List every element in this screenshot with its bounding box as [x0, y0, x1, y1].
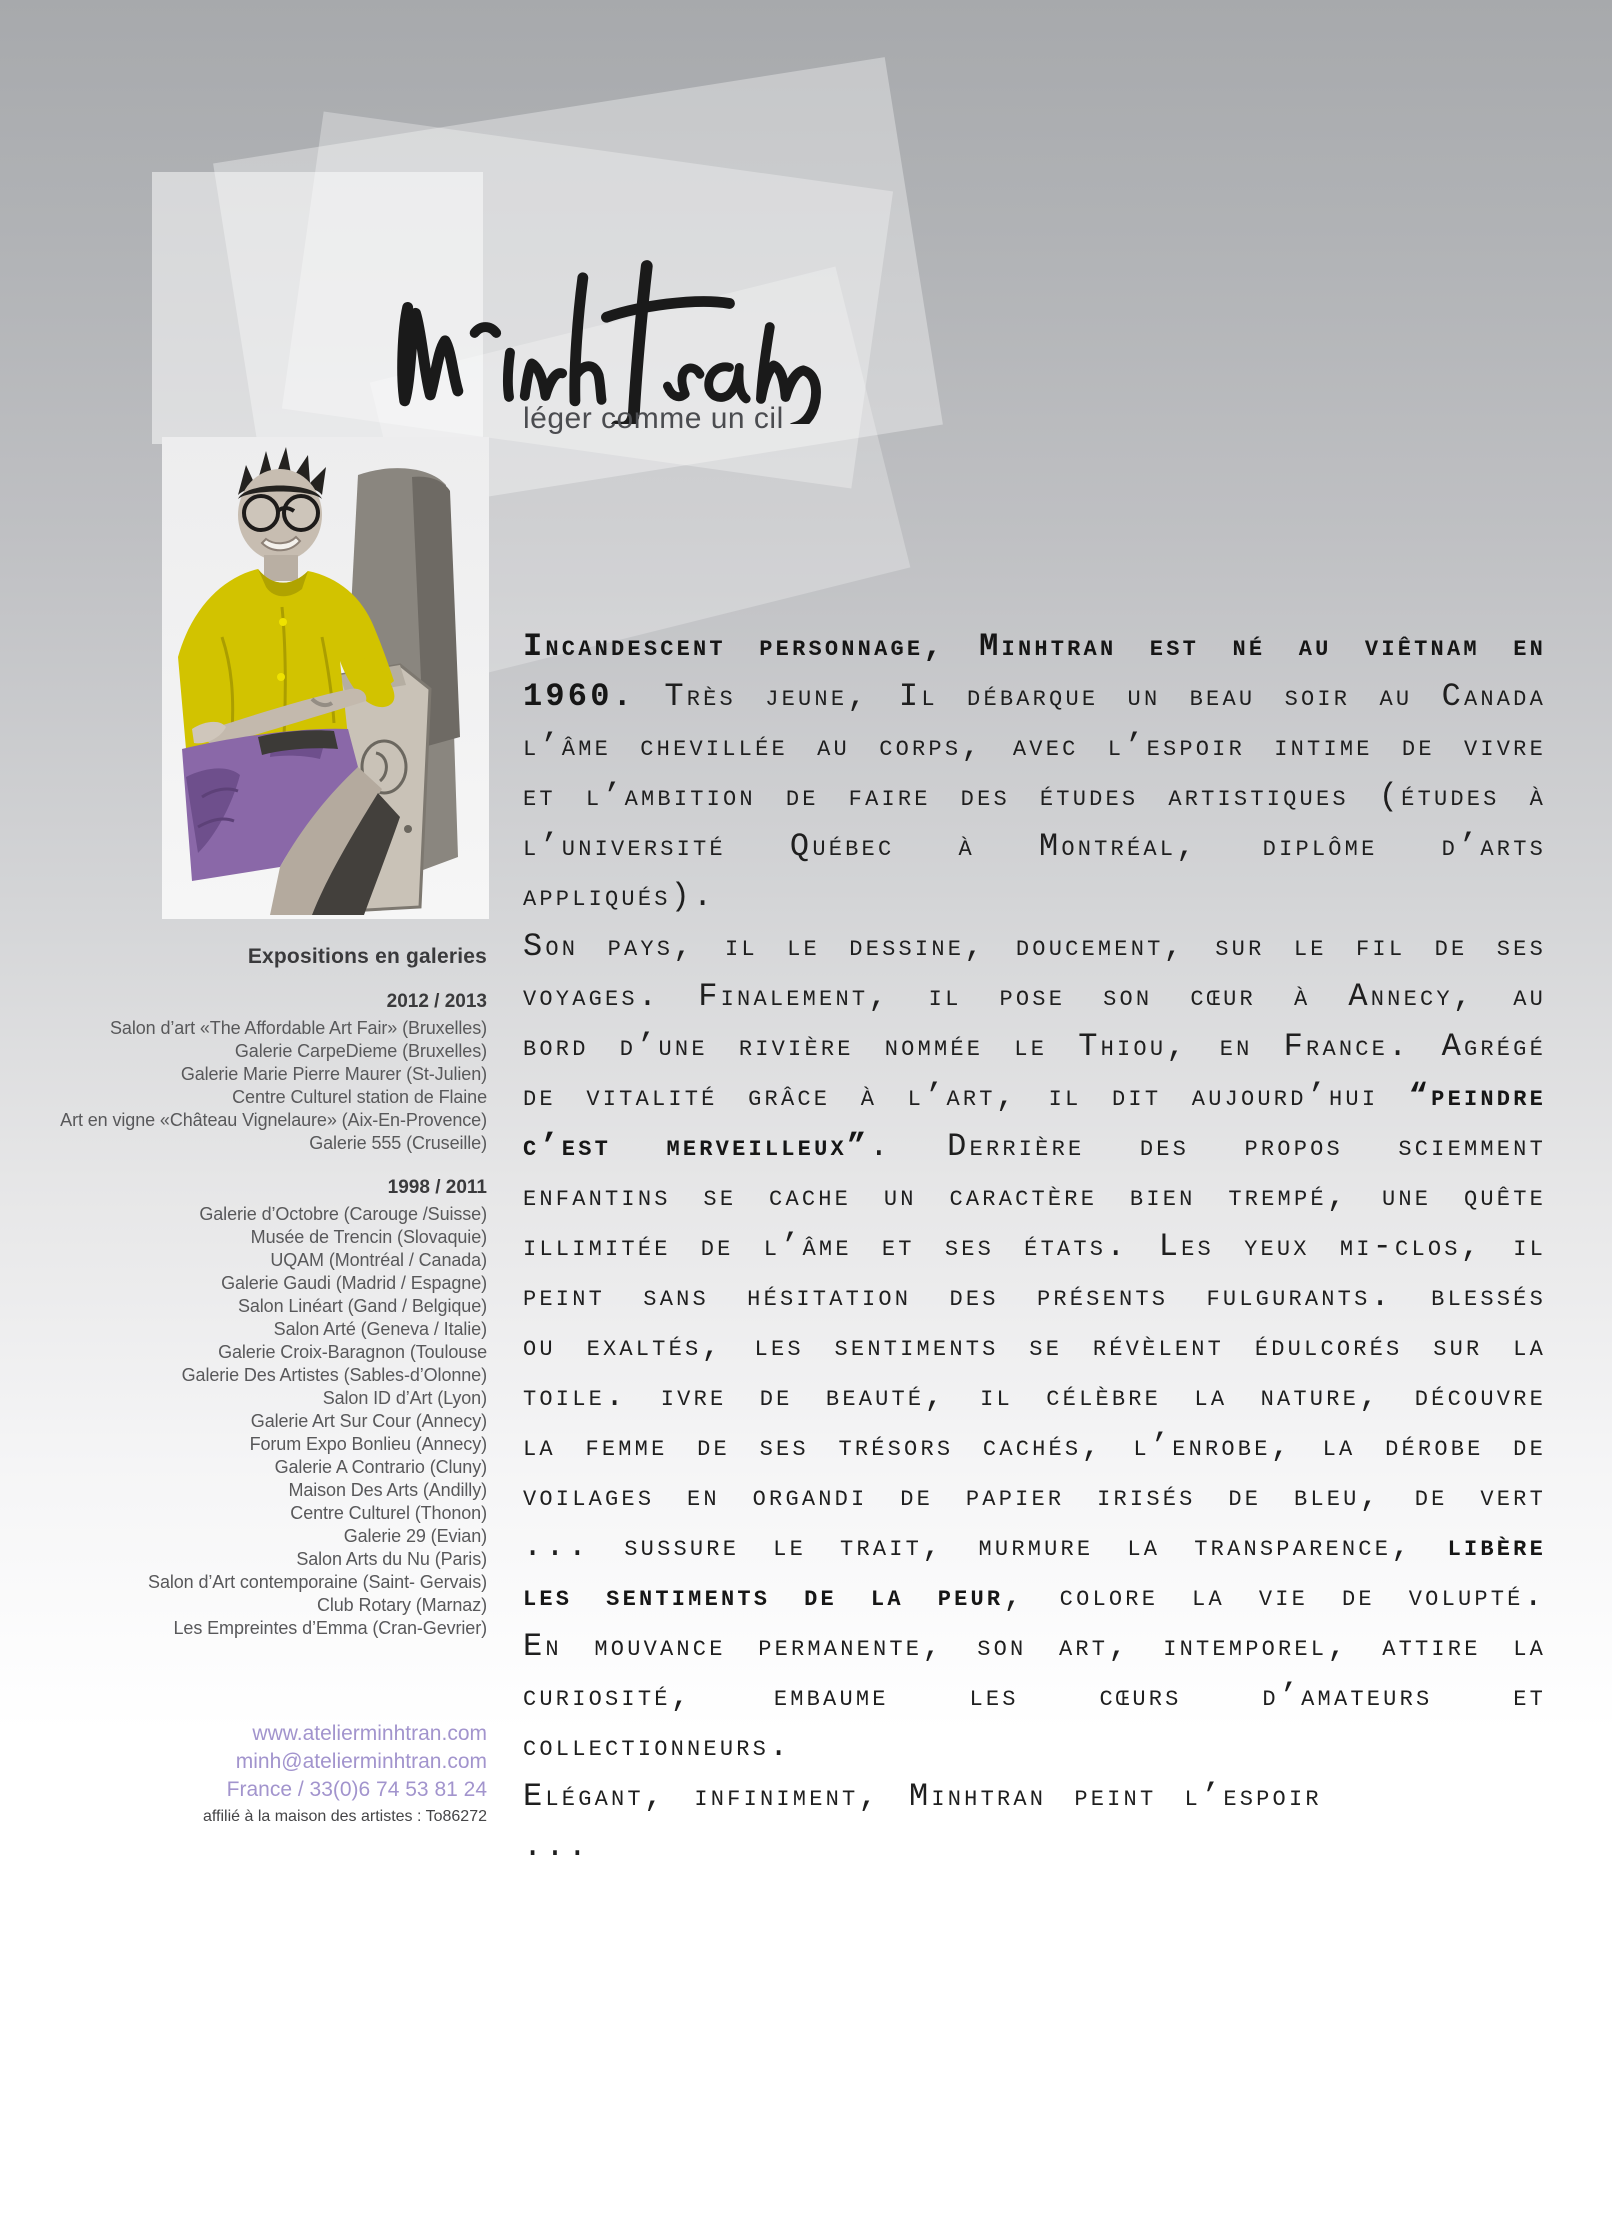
bio-paragraph	[523, 622, 1546, 922]
list-item: Galerie CarpeDieme (Bruxelles)	[234, 1041, 487, 1061]
artist-signature-logo	[388, 236, 880, 424]
bio-text: Son pays, il le dessine, doucement, sur le fil de ses voyages. Finalement, il pose son cœur à Annecy, au bord d’une rivière nommée le Thiou, en France. Agrégé de vitalité grâce à l’art, il dit aujourd’hui	[523, 928, 1546, 1115]
bio-text: . Derrière des propos sciemment enfantins se cache un caractère bien trempé, une quête illimitée de l’âme et ses états. Les yeux mi-clos, il peint sans hésitation des présents fulgurants. blessés ou exaltés, les sentiments se révèlent édulcorés sur la toile. ivre de beauté, il célèbre la nature, découvre la femme de ses trésors cachés, l’enrobe, la dérobe de voilages en organdi de papier irisés de bleu, de vert ... sussure le trait, murmure la transparence,	[523, 1128, 1546, 1565]
list-item: UQAM (Montréal / Canada)	[270, 1250, 487, 1270]
list-item: Galerie Gaudi (Madrid / Espagne)	[221, 1273, 487, 1293]
list-item: Salon d’art «The Affordable Art Fair» (Bruxelles)	[110, 1018, 487, 1038]
exhibition-list	[40, 1017, 487, 1155]
exhibition-list	[40, 1203, 487, 1640]
bio-bold-quote: “peindre c’est merveilleux”	[523, 1078, 1546, 1165]
list-item: Galerie A Contrario (Cluny)	[274, 1457, 487, 1477]
list-item: Centre Culturel station de Flaine	[232, 1087, 487, 1107]
list-item: Salon ID d’Art (Lyon)	[322, 1388, 487, 1408]
bio-bold-intro: Incandescent personnage, Minhtran est né au viêtnam en 1960.	[523, 628, 1546, 715]
list-item: Galerie Art Sur Cour (Annecy)	[250, 1411, 487, 1431]
list-item: Salon Linéart (Gand / Belgique)	[237, 1296, 487, 1316]
list-item: Galerie d’Octobre (Carouge /Suisse)	[199, 1204, 487, 1224]
artist-photo	[162, 437, 489, 919]
bio-paragraph	[523, 922, 1546, 1772]
list-item: Centre Culturel (Thonon)	[290, 1503, 487, 1523]
bio-bold-phrase: libère les sentiments de la peur	[523, 1528, 1546, 1615]
bio-paragraph: Elégant, infiniment, Minhtran peint l’espoir	[523, 1778, 1322, 1815]
bio-text: Très jeune, Il débarque un beau soir au Canada l’âme chevillée au corps, avec l’espoir intime de vivre et l’ambition de faire des études artistiques (études à l’université Québec à Montréal, diplôme d’arts appliqués).	[523, 678, 1546, 915]
email-link: minh@atelierminhtran.com	[235, 1750, 487, 1773]
list-item: Maison Des Arts (Andilly)	[288, 1480, 487, 1500]
affiliation-note: affilié à la maison des artistes : To86272	[202, 1808, 487, 1825]
exhibition-period: 2012 / 2013	[386, 991, 487, 1012]
website-link: www.atelierminhtran.com	[252, 1722, 487, 1745]
bio-paragraph: ...	[523, 1828, 591, 1865]
exhibition-period: 1998 / 2011	[387, 1177, 487, 1198]
list-item: Galerie Des Artistes (Sables-d’Olonne)	[181, 1365, 487, 1385]
list-item: Forum Expo Bonlieu (Annecy)	[249, 1434, 487, 1454]
exhibition-group-1998-2011	[40, 1177, 487, 1640]
biography-text	[523, 622, 1546, 1872]
logo-tagline: léger comme un cil	[523, 402, 784, 435]
contact-block	[40, 1720, 487, 1827]
list-item: Galerie Croix-Baragnon (Toulouse	[218, 1342, 487, 1362]
signature-drawing	[388, 236, 880, 424]
list-item: Club Rotary (Marnaz)	[316, 1595, 487, 1615]
list-item: Galerie Marie Pierre Maurer (St-Julien)	[180, 1064, 487, 1084]
list-item: Salon d’Art contemporaine (Saint- Gervais)	[148, 1572, 487, 1592]
list-item: Galerie 555 (Cruseille)	[309, 1133, 487, 1153]
phone-number: France / 33(0)6 74 53 81 24	[226, 1778, 487, 1801]
bio-text: , colore la vie de volupté. En mouvance permanente, son art, intemporel, attire la curiosité, embaume les cœurs d’amateurs et collectionneurs.	[523, 1578, 1546, 1765]
exhibition-group-2012-2013	[40, 991, 487, 1155]
sidebar	[40, 945, 487, 1827]
exhibitions-title: Expositions en galeries	[247, 945, 487, 968]
list-item: Galerie 29 (Evian)	[343, 1526, 487, 1546]
list-item: Les Empreintes d’Emma (Cran-Gevrier)	[173, 1618, 487, 1638]
list-item: Salon Arté (Geneva / Italie)	[273, 1319, 487, 1339]
list-item: Salon Arts du Nu (Paris)	[296, 1549, 487, 1569]
list-item: Musée de Trencin (Slovaquie)	[250, 1227, 487, 1247]
list-item: Art en vigne «Château Vignelaure» (Aix-En-Provence)	[60, 1110, 487, 1130]
